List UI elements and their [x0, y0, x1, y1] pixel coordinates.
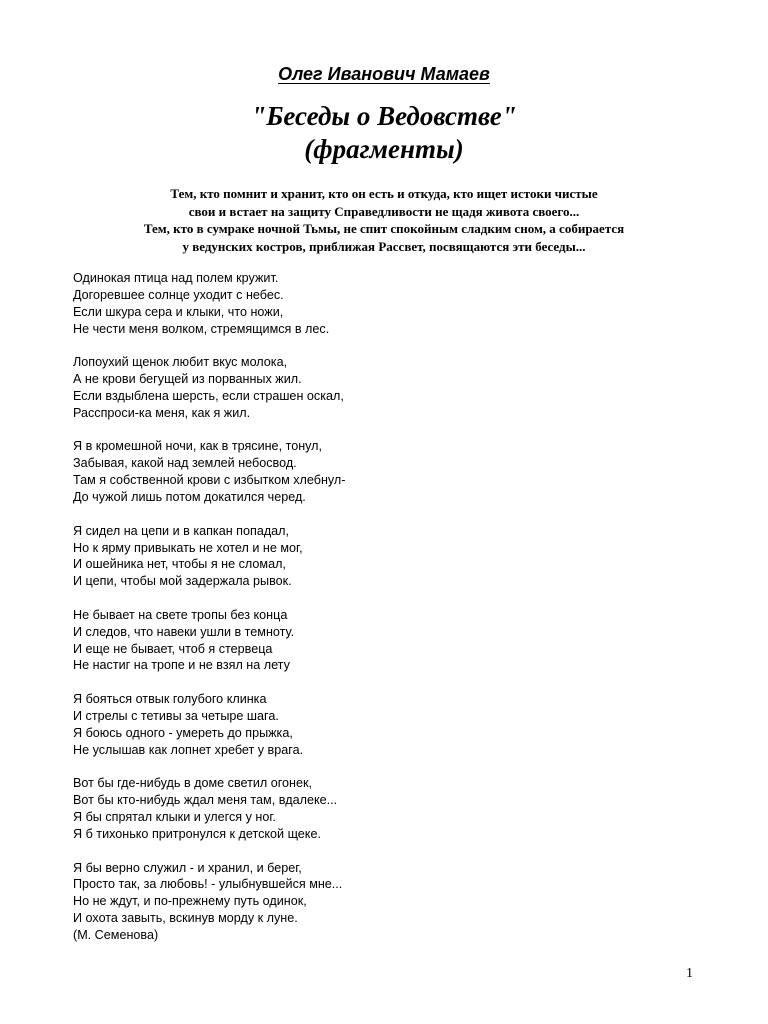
dedication-line: свои и встает на защиту Справедливости не щадя живота своего... — [188, 203, 580, 219]
dedication — [0, 185, 768, 255]
stanza — [73, 691, 345, 758]
poem-line: Вот бы где-нибудь в доме светил огонек, — [73, 776, 313, 791]
dedication-line: у ведунских костров, приближая Рассвет, посвящаются эти беседы... — [182, 238, 586, 254]
poem-line: И еще не бывает, чтоб я стервеца — [73, 641, 273, 656]
document-title — [0, 100, 768, 166]
poem-line: А не крови бегущей из порванных жил. — [73, 372, 302, 387]
dedication-line: Тем, кто в сумраке ночной Тьмы, не спит спокойным сладким сном, а собирается — [143, 221, 625, 236]
title-line-2: (фрагменты) — [304, 134, 464, 164]
poem-line: Я б тихонько притронулся к детской щеке. — [73, 826, 321, 841]
author-name: Олег Иванович Мамаев — [278, 64, 490, 84]
poem-line: Я в кромешной ночи, как в трясине, тонул, — [73, 439, 323, 454]
poem-line: До чужой лишь потом докатился черед. — [73, 489, 306, 504]
poem-line: Там я собственной крови с избытком хлебнул- — [73, 473, 346, 488]
poem-line: Не настиг на тропе и не взял на лету — [73, 658, 290, 673]
stanza — [73, 354, 345, 421]
poem-line: И охота завыть, вскинув морду к луне. — [73, 911, 298, 926]
poem-line: Но к ярму привыкать не хотел и не мог, — [73, 540, 303, 555]
poem-line: Не чести меня волком, стремящимся в лес. — [73, 321, 330, 336]
poem-line: Просто так, за любовь! - улыбнувшейся мне... — [73, 877, 343, 892]
poem-line: И следов, что навеки ушли в темноту. — [73, 624, 295, 639]
poem-line: Не бывает на свете тропы без конца — [73, 607, 288, 622]
stanza — [73, 270, 345, 337]
poem-line: Я бы спрятал клыки и улегся у ног. — [73, 810, 276, 824]
poem-line: Я боюсь одного - умереть до прыжка, — [73, 725, 293, 740]
poem-line: Если вздыблена шерсть, если страшен оскал, — [73, 388, 344, 403]
poem-line: Я бы верно служил - и хранил, и берег, — [73, 860, 302, 875]
stanza — [73, 860, 345, 944]
poem-line: Не услышав как лопнет хребет у врага. — [73, 742, 304, 757]
poem-line: Но не ждут, и по-прежнему путь одинок, — [73, 894, 307, 909]
poem-line: Лопоухий щенок любит вкус молока, — [73, 355, 288, 370]
stanza — [73, 438, 345, 505]
dedication-line: Тем, кто помнит и хранит, кто он есть и откуда, кто ищет истоки чистые — [170, 186, 598, 201]
poem-line: Вот бы кто-нибудь ждал меня там, вдалеке... — [73, 793, 338, 808]
poem-attribution: (М. Семенова) — [73, 927, 159, 942]
page-number: 1 — [686, 966, 693, 981]
stanza — [73, 523, 345, 590]
poem-line: И цепи, чтобы мой задержала рывок. — [73, 574, 292, 589]
poem-line: И ошейника нет, чтобы я не сломал, — [73, 557, 286, 572]
poem-line: Я бояться отвык голубого клинка — [73, 692, 267, 707]
poem-line: Если шкура сера и клыки, что ножи, — [73, 304, 284, 319]
poem-line: Расспроси-ка меня, как я жил. — [73, 405, 251, 420]
poem-line: Одинокая птица над полем кружит. — [73, 271, 279, 285]
poem-line: Забывая, какой над землей небосвод. — [73, 456, 297, 471]
poem — [73, 270, 345, 944]
title-line-1: "Беседы о Ведовстве" — [251, 101, 517, 131]
stanza — [73, 775, 345, 842]
poem-line: Я сидел на цепи и в капкан попадал, — [73, 523, 290, 538]
poem-line: Догоревшее солнце уходит с небес. — [73, 287, 284, 302]
poem-line: И стрелы с тетивы за четыре шага. — [73, 708, 279, 723]
stanza — [73, 607, 345, 674]
